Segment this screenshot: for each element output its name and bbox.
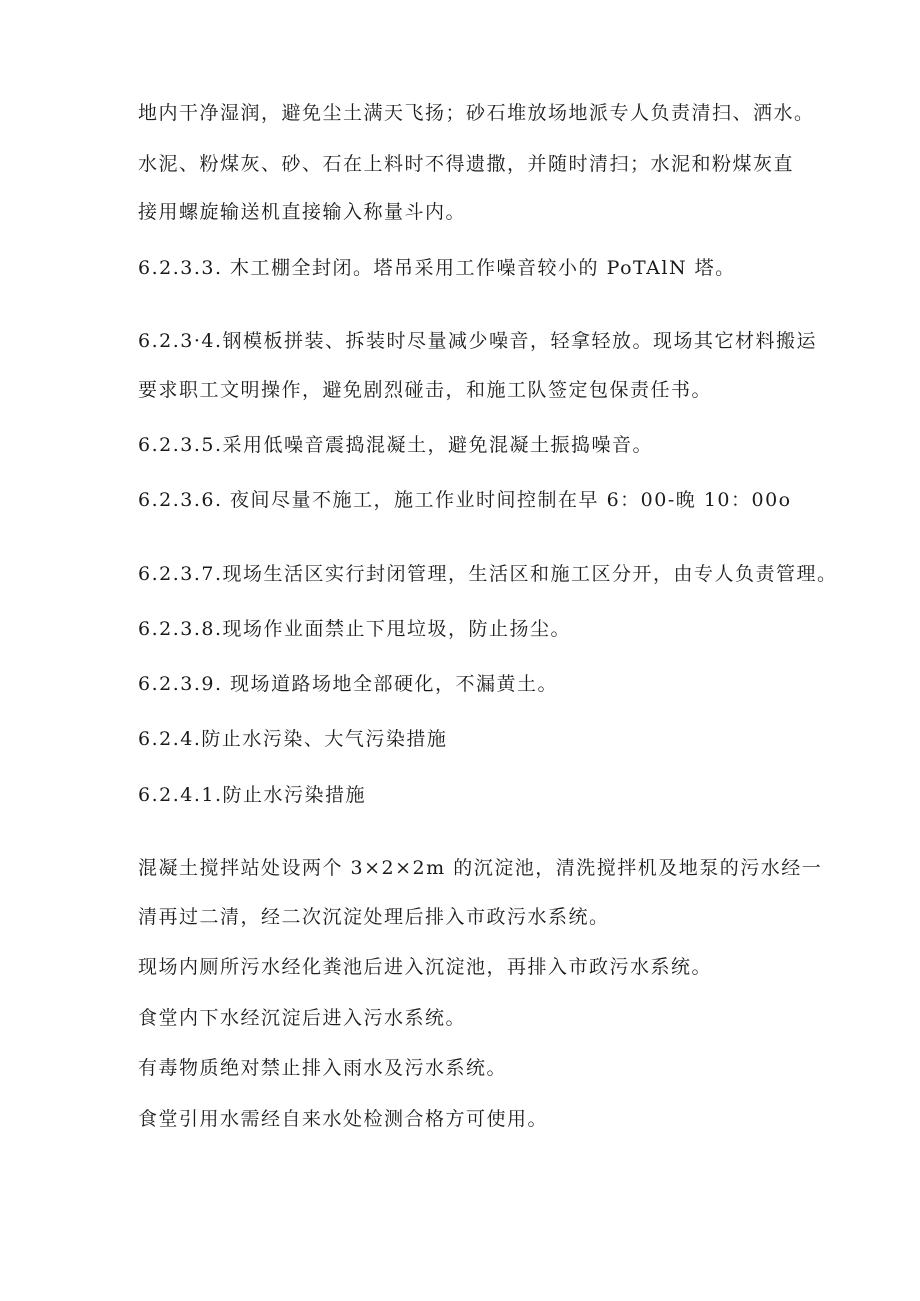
text-line-15: 清再过二清，经二次沉淀处理后排入市政污水系统。 <box>138 906 610 928</box>
section-6-2-3-9: 6.2.3.9. 现场道路场地全部硬化，不漏黄土。 <box>138 673 559 695</box>
text-line-2: 水泥、粉煤灰、砂、石在上料时不得遗撒，并随时清扫；水泥和粉煤灰直 <box>138 153 795 175</box>
text-line-1: 地内干净湿润，避免尘土满天飞扬；砂石堆放场地派专人负责清扫、洒水。 <box>138 102 815 124</box>
text-line-16: 现场内厕所污水经化粪池后进入沉淀池，再排入市政污水系统。 <box>138 956 713 978</box>
section-6-2-3-6: 6.2.3.6. 夜间尽量不施工，施工作业时间控制在早 6：00-晚 10：00o <box>138 489 792 511</box>
section-6-2-3-7: 6.2.3.7.现场生活区实行封闭管理，生活区和施工区分开，由专人负责管理。 <box>138 563 838 585</box>
text-line-6: 要求职工文明操作，避免剧烈碰击，和施工队签定包保责任书。 <box>138 379 713 401</box>
text-line-3: 接用螺旋输送机直接输入称量斗内。 <box>138 201 467 223</box>
section-6-2-4-1-heading: 6.2.4.1.防止水污染措施 <box>138 784 367 806</box>
section-6-2-3-5: 6.2.3.5.采用低噪音震捣混凝土，避免混凝土振捣噪音。 <box>138 434 654 456</box>
text-line-18: 有毒物质绝对禁止排入雨水及污水系统。 <box>138 1057 508 1079</box>
section-6-2-3-4: 6.2.3·4.钢模板拼装、拆装时尽量减少噪音，轻拿轻放。现场其它材料搬运 <box>138 330 818 352</box>
section-6-2-3-8: 6.2.3.8.现场作业面禁止下甩垃圾，防止扬尘。 <box>138 618 572 640</box>
section-6-2-3-3: 6.2.3.3. 木工棚全封闭。塔吊采用工作噪音较小的 PoTAlN 塔。 <box>138 257 736 279</box>
text-line-14: 混凝土搅拌站处设两个 3×2×2m 的沉淀池，清洗搅拌机及地泵的污水经一 <box>138 857 823 879</box>
text-line-19: 食堂引用水需经自来水处检测合格方可使用。 <box>138 1108 549 1130</box>
text-line-17: 食堂内下水经沉淀后进入污水系统。 <box>138 1007 467 1029</box>
section-6-2-4-heading: 6.2.4.防止水污染、大气污染措施 <box>138 728 448 750</box>
